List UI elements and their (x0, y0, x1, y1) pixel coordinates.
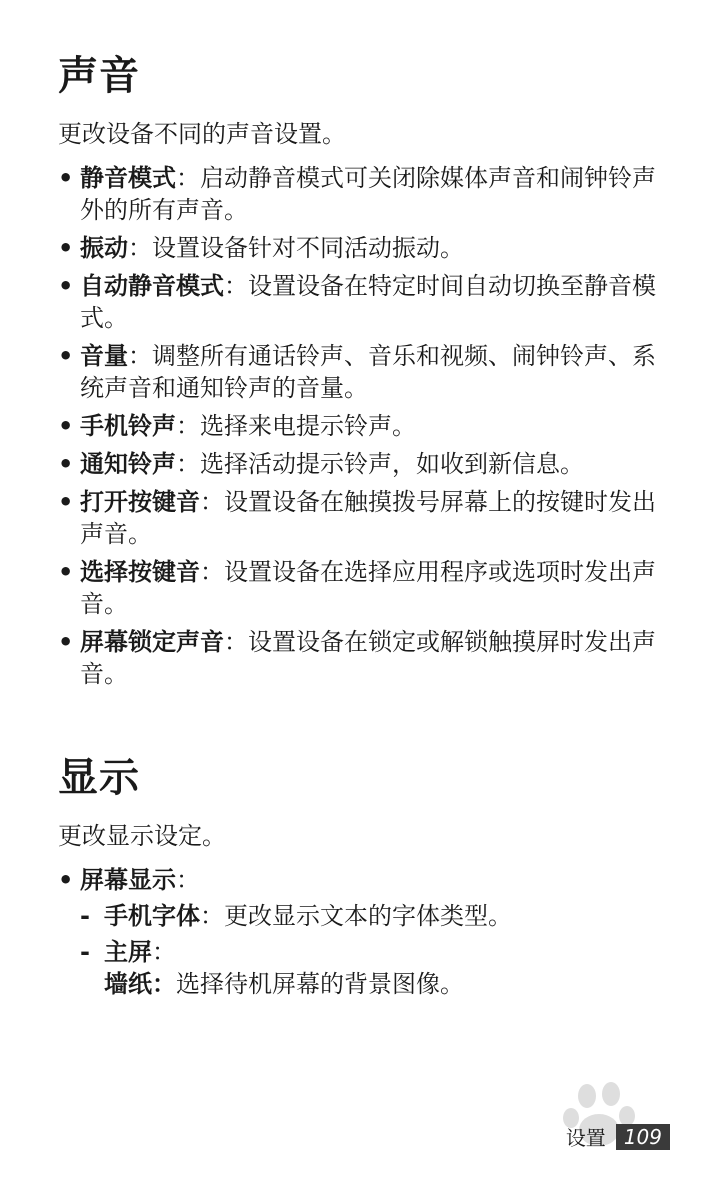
item-term: 屏幕锁定声音 (80, 628, 224, 656)
item-separator: ： (200, 488, 224, 516)
item-separator: ： (224, 628, 248, 656)
item-term: 手机铃声 (80, 412, 176, 440)
page-footer (566, 1122, 670, 1151)
sub-list-item (80, 900, 678, 932)
sub-item-term: 手机字体 (104, 902, 200, 930)
item-separator: ： (176, 450, 200, 478)
display-sub-list (80, 900, 678, 1000)
item-separator: ： (176, 412, 200, 440)
sound-list (58, 162, 678, 690)
list-item (58, 626, 678, 690)
footer-section-label: 设置 (565, 1126, 606, 1150)
bullet: • (58, 234, 74, 262)
sub-item-separator: ： (152, 938, 176, 966)
item-term: 振动 (80, 234, 128, 262)
page-number: 109 (616, 1124, 670, 1150)
sub-item-separator: ： (200, 902, 224, 930)
item-description: 设置设备在特定时间自动切换至静音模式。 (80, 272, 656, 332)
item-separator: ： (128, 234, 152, 262)
item-description: 设置设备在锁定或解锁触摸屏时发出声音。 (80, 628, 656, 688)
detail-description: 选择待机屏幕的背景图像。 (176, 970, 464, 998)
item-description: 设置设备在选择应用程序或选项时发出声音。 (80, 558, 656, 618)
list-item (58, 486, 678, 550)
list-item (58, 864, 678, 1000)
bullet: • (58, 558, 74, 586)
item-term: 静音模式 (80, 164, 176, 192)
display-title: 显示 (58, 755, 140, 801)
display-intro: 更改显示设定。 (58, 822, 226, 850)
bullet: • (58, 866, 74, 894)
bullet: • (58, 412, 74, 440)
detail-term: 墙纸 (104, 970, 152, 998)
bullet: • (58, 450, 74, 478)
item-term: 屏幕显示 (80, 866, 176, 894)
item-description: 选择活动提示铃声，如收到新信息。 (200, 450, 584, 478)
manual-page (58, 50, 678, 1006)
display-list (58, 864, 678, 1000)
sub-item-detail (104, 968, 678, 1000)
bullet: • (58, 628, 74, 656)
item-separator: ： (200, 558, 224, 586)
display-section (58, 752, 678, 1000)
item-description: 设置设备针对不同活动振动。 (152, 234, 464, 262)
list-item (58, 556, 678, 620)
bullet: • (58, 272, 74, 300)
list-item (58, 340, 678, 404)
dash: - (80, 902, 90, 930)
item-term: 选择按键音 (80, 558, 200, 586)
bullet: • (58, 342, 74, 370)
sub-list-item (80, 936, 678, 1000)
item-separator: ： (176, 164, 200, 192)
sub-item-description: 更改显示文本的字体类型。 (224, 902, 512, 930)
sound-section (58, 50, 678, 690)
item-description: 设置设备在触摸拨号屏幕上的按键时发出声音。 (80, 488, 656, 548)
list-item (58, 448, 678, 480)
list-item (58, 410, 678, 442)
detail-separator: ： (152, 970, 176, 998)
sub-item-term: 主屏 (104, 938, 152, 966)
sound-intro: 更改设备不同的声音设置。 (58, 120, 346, 148)
item-term: 通知铃声 (80, 450, 176, 478)
dash: - (80, 938, 90, 966)
bullet: • (58, 488, 74, 516)
item-separator: ： (176, 866, 200, 894)
item-term: 音量 (80, 342, 128, 370)
item-description: 调整所有通话铃声、音乐和视频、闹钟铃声、系统声音和通知铃声的音量。 (80, 342, 656, 402)
item-term: 自动静音模式 (80, 272, 224, 300)
sound-title: 声音 (58, 53, 140, 99)
bullet: • (58, 164, 74, 192)
item-description: 选择来电提示铃声。 (200, 412, 416, 440)
item-description: 启动静音模式可关闭除媒体声音和闹钟铃声外的所有声音。 (80, 164, 656, 224)
list-item (58, 270, 678, 334)
list-item (58, 162, 678, 226)
list-item (58, 232, 678, 264)
item-separator: ： (224, 272, 248, 300)
item-separator: ： (128, 342, 152, 370)
item-term: 打开按键音 (80, 488, 200, 516)
